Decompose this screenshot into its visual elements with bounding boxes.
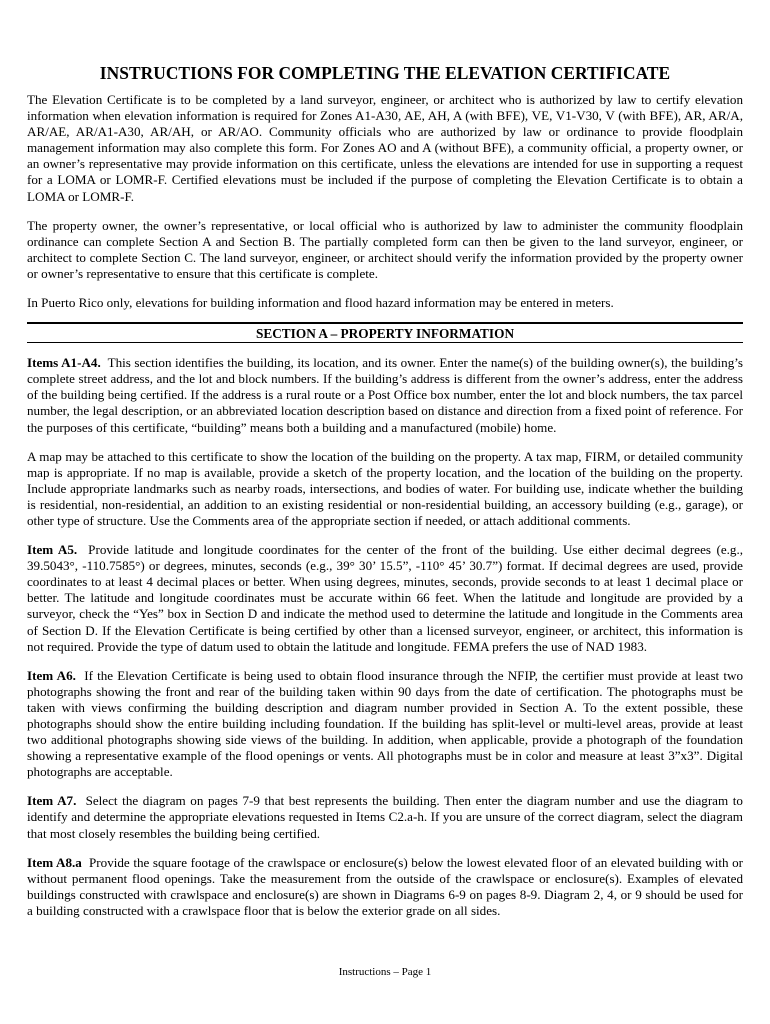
item-a5-label: Item A5.	[27, 542, 78, 558]
item-a5-paragraph	[27, 542, 743, 655]
map-paragraph: A map may be attached to this certificate to show the location of the building on the property. A tax map, FIRM, or detailed community map is appropriate. If no map is available, provide a sketch of the property location, and the location of the building on the property. Include appropriate landmarks such as nearby roads, intersections, and bodies of water. For building use, indicate whether the building is residential, non-residential, an addition to an existing residential or non-residential building, an accessory building (e.g., garage), or other type of structure. Use the Comments area of the appropriate section if needed, or attach additional comments.	[27, 448, 743, 528]
page-footer: Instructions – Page 1	[338, 966, 432, 978]
item-a7-paragraph	[27, 793, 743, 841]
item-a6-paragraph	[27, 668, 743, 781]
item-a8a-text: Provide the square footage of the crawlspace or enclosure(s) below the lowest elevated floor of an elevated building with or without permanent flood openings. Take the measurement from the outside of the crawlspace or enclosure(s). Examples of elevated buildings constructed with crawlspace and enclosure(s) are shown in Diagrams 6-9 on pages 8-9. Diagram 2, 4, or 9 should be used for a building constructed with a crawlspace floor that is below the exterior grade on all sides.	[27, 854, 743, 918]
section-a-heading: SECTION A – PROPERTY INFORMATION	[27, 322, 743, 343]
items-a1-a4-text: This section identifies the building, its location, and its owner. Enter the name(s) of the building owner(s), the building’s complete street address, and the lot and block numbers. If the building’s address is different from the owner’s address, enter the address of the building being certified. If the address is a rural route or a Post Office box number, enter the lot and block numbers, the tax parcel number, the legal description, or an abbreviated location description based on distance and direction from a fixed point of reference. For the purposes of this certificate, “building” means both a building and a manufactured (mobile) home.	[27, 355, 743, 435]
item-a7-label: Item A7.	[27, 793, 77, 809]
item-a6-label: Item A6.	[27, 667, 76, 683]
item-a7-text: Select the diagram on pages 7-9 that best represents the building. Then enter the diagram number and use the diagram to identify and determine the appropriate elevations requested in Items C2.a-h. If you are unsure of the correct diagram, select the diagram that most closely resembles the building being certified.	[27, 793, 743, 841]
intro-paragraph-1: The Elevation Certificate is to be completed by a land surveyor, engineer, or architect who is authorized by law to certify elevation information when elevation information is required for Zones A1-A30, AE, AH, A (with BFE), VE, V1-V30, V (with BFE), AR, AR/A, AR/AE, AR/A1-A30, AR/AH, or AR/AO. Community officials who are authorized by law or ordinance to provide floodplain management information may also complete this form. For Zones AO and A (without BFE), a community official, a property owner, or an owner’s representative may provide information on this certificate, unless the elevations are intended for use in supporting a request for a LOMA or LOMR-F. Certified elevations must be included if the purpose of completing the Elevation Certificate is to obtain a LOMA or LOMR-F.	[27, 92, 743, 204]
items-a1-a4-label: Items A1-A4.	[27, 355, 101, 371]
item-a8a-label: Item A8.a	[27, 854, 82, 870]
document-body	[27, 63, 743, 932]
intro-paragraph-3: In Puerto Rico only, elevations for building information and flood hazard information may be entered in meters.	[27, 295, 614, 311]
item-a8a-paragraph	[27, 855, 743, 919]
item-a5-text: Provide latitude and longitude coordinates for the center of the front of the building. Use either decimal degrees (e.g., 39.5043°, -110.7585°) or degrees, minutes, seconds (e.g., 39° 30’ 15.5”, -110° 45’ 30.7”) format. If decimal degrees are used, provide coordinates to at least 4 decimal places or better. When using degrees, minutes, seconds, provide seconds to at least 1 decimal place or better. The latitude and longitude coordinates must be accurate within 66 feet. When the latitude and longitude are provided by a surveyor, check the “Yes” box in Section D and indicate the method used to determine the latitude and longitude in the Comments area of Section D. If the Elevation Certificate is being certified by other than a licensed surveyor, engineer, or architect, this information is not required. Provide the type of datum used to obtain the latitude and longitude. FEMA prefers the use of NAD 1983.	[27, 542, 744, 654]
items-a1-a4-paragraph	[27, 355, 743, 435]
page-title: INSTRUCTIONS FOR COMPLETING THE ELEVATION CERTIFICATE	[99, 63, 671, 83]
item-a6-text: If the Elevation Certificate is being used to obtain flood insurance through the NFIP, the certifier must provide at least two photographs showing the front and rear of the building taken within 90 days from the date of certification. The photographs must be taken with views confirming the building description and diagram number provided in Section A. To the extent possible, these photographs should show the entire building including foundation. If the building has split-level or multi-level areas, provide at least two additional photographs showing side views of the building. In addition, when applicable, provide a photograph of the foundation showing a representative example of the flood openings or vents. All photographs must be in color and measure at least 3”x3”. Digital photographs are acceptable.	[27, 667, 743, 780]
intro-paragraph-2: The property owner, the owner’s representative, or local official who is authorized by law to administer the community floodplain ordinance can complete Section A and Section B. The partially completed form can then be given to the land surveyor, engineer, or architect to complete Section C. The land surveyor, engineer, or architect should verify the information provided by the property owner or owner’s representative to ensure that this certificate is complete.	[27, 217, 743, 281]
